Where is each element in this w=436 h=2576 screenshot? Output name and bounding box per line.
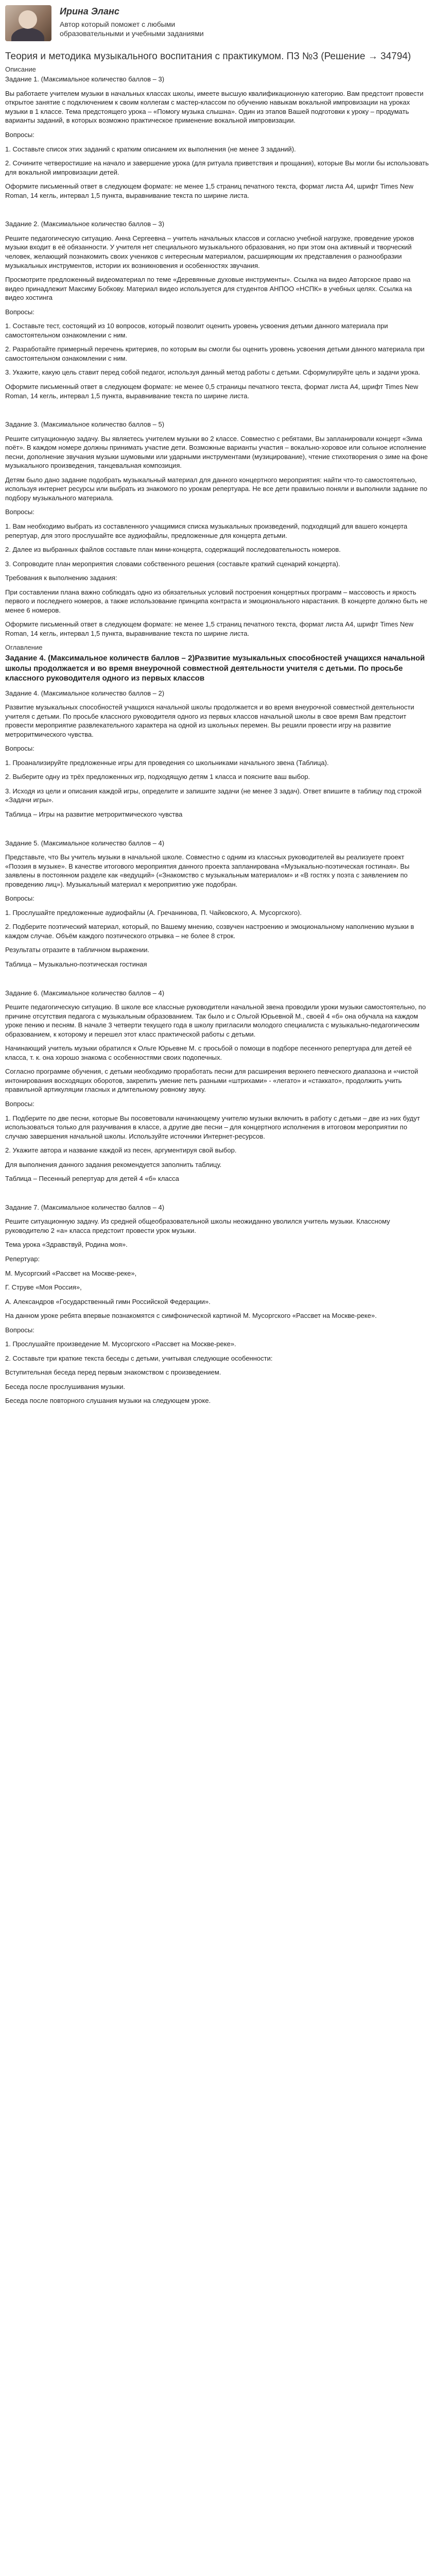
- task-paragraph: Тема урока «Здравствуй, Родина моя».: [5, 1241, 128, 1249]
- task-paragraph: Вступительная беседа перед первым знакомством с произведением.: [5, 1368, 221, 1377]
- task-paragraph: 3. Укажите, какую цель ставит перед собой педагог, используя данный метод работы с детьми. Сформулируйте цель и задачи урока.: [5, 368, 421, 377]
- task-paragraph: 1. Вам необходимо выбрать из составленного учащимися списка музыкальных произведений, подходящий для вашего концерта репертуар, для этого прослушайте все аудиофайлы, предложенные для концерта детьми.: [5, 522, 408, 539]
- task-paragraph: 2. Выберите одну из трёх предложенных игр, подходящую детям 1 класса и поясните ваш выбор.: [5, 773, 310, 781]
- task-paragraph: Оформите письменный ответ в следующем формате: не менее 1,5 страниц печатного текста, формат листа А4, шрифт Times New Roman, 14 кегль, интервал 1,5 пункта, выравнивание текста по ширине листа.: [5, 620, 413, 637]
- author-name[interactable]: Ирина Эланс: [60, 6, 119, 16]
- task-block: [5, 689, 431, 819]
- task-block: [5, 75, 431, 200]
- task-paragraph: Решите педагогическую ситуацию. В школе все классные руководители начальной звена проводили уроки музыки самостоятельно, по причине отсутствия педагога с музыкальным образованием. Так было и с Ольгой Юрьевной М., своей 4 «б» она обучала на каждом уроке пению и песням. В начале 3 четверти текущего года в школу пригласили молодого специалиста с музыкально-педагогическим образованием, к которому и перешел этот класс практической работы с детьми.: [5, 1003, 426, 1038]
- task-paragraph: 2. Далее из выбранных файлов составьте план мини-концерта, содержащий последовательность номеров.: [5, 546, 341, 554]
- task-paragraph: Вопросы:: [5, 1326, 34, 1334]
- page: [5, 0, 431, 1405]
- task-paragraph: Вопросы:: [5, 744, 34, 753]
- task-block: [5, 219, 431, 400]
- task-paragraph: 2. Разработайте примерный перечень критериев, по которым вы смогли бы оценить уровень усвоения детьми данного материала при самостоятельном ознакомлении с ним.: [5, 345, 425, 362]
- task-paragraph: Беседа после повторного слушания музыки на следующем уроке.: [5, 1397, 211, 1405]
- task-spacer: [5, 824, 431, 839]
- task-list-description: [5, 75, 431, 638]
- task-heading: Задание 4. (Максимальное количество баллов – 2): [5, 689, 165, 697]
- task-paragraph: М. Мусоргский «Рассвет на Москве-реке»,: [5, 1269, 137, 1277]
- task-paragraph: А. Александров «Государственный гимн Российской Федерации».: [5, 1297, 211, 1306]
- author-description: Автор который поможет с любыми образовательными и учебными заданиями: [60, 20, 204, 38]
- task-paragraph: 3. Исходя из цели и описания каждой игры, определите и запишите задачи (не менее 3 задач). Ответ впишите в таблицу под строкой «Задачи игры».: [5, 787, 422, 804]
- task-paragraph: Таблица – Песенный репертуар для детей 4 «б» класса: [5, 1175, 179, 1183]
- task-spacer: [5, 205, 431, 219]
- task-paragraph: Результаты отразите в табличном выражении.: [5, 946, 150, 954]
- task-paragraph: Представьте, что Вы учитель музыки в начальной школе. Совместно с одним из классных руководителей вы реализуете проект «Поэзия в музыке». В качестве итогового мероприятия данного проекта запланирована «Музыкально-поэтическая гостиная». Вы заявлены в постоянном разделе как «ведущий» («Знакомство с музыкальным материалом» и «В гостях у поэта с заявлением по проведению лиц»). Музыкальный материал к мероприятию уже подобран.: [5, 853, 410, 888]
- task-block: [5, 989, 431, 1183]
- task-paragraph: Начинающий учитель музыки обратился к Ольге Юрьевне М. с просьбой о помощи в подборе песенного репертуара для детей её класса, т. к. она хорошо знакома с особенностями своих подопечных.: [5, 1044, 412, 1061]
- task-paragraph: Вопросы:: [5, 131, 34, 139]
- task-paragraph: 2. Укажите автора и название каждой из песен, аргументируя свой выбор.: [5, 1146, 237, 1155]
- task-paragraph: Таблица – Музыкально-поэтическая гостиная: [5, 960, 147, 968]
- task-paragraph: Решите ситуационную задачу. Из средней общеобразовательной школы неожиданно уволился учитель музыки. Классному руководителю 2 «а» класса предстоит провести урок музыки.: [5, 1217, 390, 1234]
- task-paragraph: 1. Подберите по две песни, которые Вы посоветовали начинающему учителю музыки включить в работу с детьми – две из них будут использоваться только для разучивания в классе, а другие две песни – для концертного исполнения в итоговом мероприятии по случаю завершения начальной школы. Используйте источники Интернет-ресурсов.: [5, 1114, 420, 1140]
- task-spacer: [5, 974, 431, 989]
- task-paragraph: 1. Составьте тест, состоящий из 10 вопросов, который позволит оценить уровень усвоения детьми данного материала при самостоятельном ознакомлении с ним.: [5, 322, 388, 339]
- author-avatar[interactable]: [5, 5, 51, 41]
- task-paragraph: Оформите письменный ответ в следующем формате: не менее 1,5 страниц печатного текста, формат листа А4, шрифт Times New Roman, 14 кегль, интервал 1,5 пункта, выравнивание текста по ширине листа.: [5, 182, 413, 199]
- task-paragraph: Беседа после прослушивания музыки.: [5, 1382, 126, 1391]
- task-spacer: [5, 405, 431, 420]
- contents-heading: Задание 4. (Максимальное количеств баллов – 2)Развитие музыкальных способностей учащихся начальной школы продолжается и во время внеурочной совместной деятельности учителя с детьми. По просьбе классного руководителя одного из первых классов: [5, 654, 425, 683]
- task-paragraph: Репертуар:: [5, 1255, 40, 1263]
- task-paragraph: Вопросы:: [5, 894, 34, 903]
- task-spacer: [5, 1189, 431, 1203]
- task-paragraph: 1. Проанализируйте предложенные игры для проведения со школьниками начального звена (Таблица).: [5, 758, 329, 767]
- task-heading: Задание 6. (Максимальное количество баллов – 4): [5, 989, 165, 997]
- task-paragraph: Для выполнения данного задания рекомендуется заполнить таблицу.: [5, 1160, 222, 1168]
- task-paragraph: Вопросы:: [5, 508, 34, 516]
- task-heading: Задание 2. (Максимальное количество баллов – 3): [5, 220, 165, 228]
- task-paragraph: Решите педагогическую ситуацию. Анна Сергеевна – учитель начальных классов и согласно учебной нагрузке, проведение уроков музыки входит в её обязанности. У учителя нет специального музыкального образования, но при этом она активный и творческий человек, желающий познакомить своих учеников с интересным материалом, расширяющим их представления о разнообразии музыкальных инструментов, истории их возникновения и особенностях звучания.: [5, 234, 414, 269]
- task-block: [5, 1203, 431, 1405]
- contents-label: Оглавление: [5, 643, 43, 652]
- task-heading: Задание 5. (Максимальное количество баллов – 4): [5, 839, 165, 847]
- page-title: Теория и методика музыкального воспитания с практикумом. ПЗ №3 (Решение → 34794): [5, 51, 411, 62]
- task-heading: Задание 7. (Максимальное количество баллов – 4): [5, 1203, 165, 1211]
- task-paragraph: Детям было дано задание подобрать музыкальный материал для данного концертного мероприятия: найти что-то самостоятельно, используя интернет ресурсы или выбрать из знакомого по урокам репертуара. Не все дети правильно поняли и выполнили задание по подбору музыкального материала.: [5, 476, 428, 502]
- task-paragraph: Согласно программе обучения, с детьми необходимо проработать песни для расширения верхнего певческого диапазона и «чистой интонирования восходящих оборотов, закрепить умение петь разными «штрихами» - «легато» и «стаккато», продолжить учить правильной артикуляции гласных и длительному ровному звуку.: [5, 1067, 418, 1094]
- task-list-contents: [5, 689, 431, 1406]
- task-heading: Задание 1. (Максимальное количество баллов – 3): [5, 75, 165, 83]
- task-paragraph: 2. Составьте три краткие текста беседы с детьми, учитывая следующие особенности:: [5, 1354, 273, 1362]
- description-label: Описание: [5, 65, 36, 73]
- task-paragraph: 1. Прослушайте произведение М. Мусоргского «Рассвет на Москве-реке».: [5, 1340, 236, 1348]
- task-paragraph: Вы работаете учителем музыки в начальных классах школы, имеете высшую квалификационную категорию. Вам предстоит провести открытое занятие с подключением к своим коллегам с мастер-классом по обучению навыкам вокальной импровизации на уроках музыки в 1 классе. Тема предстоящего урока – «Помогу музыка слышна». Один из этапов Вашей подготовки к уроку – продумать варианты заданий, в которых возможно практическое применение вокальной импровизации.: [5, 89, 424, 125]
- task-paragraph: 2. Сочините четверостишие на начало и завершение урока (для ритуала приветствия и прощания), которые Вы могли бы использовать для вокальной импровизации детей.: [5, 159, 429, 176]
- task-paragraph: Вопросы:: [5, 308, 34, 316]
- task-paragraph: 3. Сопроводите план мероприятия словами собственного решения (составьте краткий сценарий концерта).: [5, 560, 340, 568]
- task-paragraph: 1. Составьте список этих заданий с кратким описанием их выполнения (не менее 3 заданий).: [5, 145, 296, 153]
- task-paragraph: На данном уроке ребята впервые познакомятся с симфонической картиной М. Мусоргского «Рассвет на Москве-реке».: [5, 1312, 377, 1320]
- task-paragraph: Оформите письменный ответ в следующем формате: не менее 0,5 страницы печатного текста, формат листа А4, шрифт Times New Roman, 14 кегль, интервал 1,5 пункта, выравнивание текста по ширине листа.: [5, 382, 418, 400]
- task-paragraph: Таблица – Игры на развитие метроритмического чувства: [5, 810, 183, 818]
- task-block: [5, 420, 431, 638]
- task-paragraph: Развитие музыкальных способностей учащихся начальной школы продолжается и во время внеурочной совместной деятельности учителя с детьми. По просьбе классного руководителя одного из первых классов начальной школы в свое время Вам предстоит провести мероприятие развлекательного характера на одной из школьных перемен. Вы решили провести игру на развитие метроритмического чувства.: [5, 703, 414, 738]
- author-block: [5, 4, 431, 45]
- task-block: [5, 839, 431, 969]
- task-paragraph: Просмотрите предложенный видеоматериал по теме «Деревянные духовые инструменты». Ссылка на видео Авторское право на видео принадлежит Максиму Бобкову. Материал видео используется для студентов АНПОО «НСПК» в учебных целях. Ссылка на видео хостинга: [5, 276, 412, 302]
- task-paragraph: Вопросы:: [5, 1100, 34, 1108]
- task-paragraph: Требования к выполнению задания:: [5, 574, 117, 582]
- task-paragraph: При составлении плана важно соблюдать одно из обязательных условий построения концертных программ – массовость и яркость первого и последнего номеров, а также использование принципа контраста и эмоционального нарастания. В концерте должно быть не менее 6 номеров.: [5, 588, 428, 614]
- task-paragraph: Решите ситуационную задачу. Вы являетесь учителем музыки во 2 классе. Совместно с ребятами, Вы запланировали концерт «Зима поёт». В каждом номере должны принимать участие дети. Возможные варианты участия – вокально-хоровое или сольное исполнение песни, дополнение звучания музыки шумовыми или ударными инструментами (музицирование), чтение стихотворения о зиме на фоне музыкального произведения, танцевальная композиция.: [5, 434, 428, 470]
- task-paragraph: 2. Подберите поэтический материал, который, по Вашему мнению, созвучен настроению и эмоциональному наполнению музыки в каждом случае. Объём каждого поэтического отрывка – не более 8 строк.: [5, 923, 414, 940]
- author-text: [60, 5, 230, 39]
- task-paragraph: Г. Струве «Моя Россия»,: [5, 1283, 82, 1292]
- task-heading: Задание 3. (Максимальное количество баллов – 5): [5, 420, 165, 429]
- task-paragraph: 1. Прослушайте предложенные аудиофайлы (А. Гречанинова, П. Чайковского, А. Мусоргского).: [5, 908, 302, 917]
